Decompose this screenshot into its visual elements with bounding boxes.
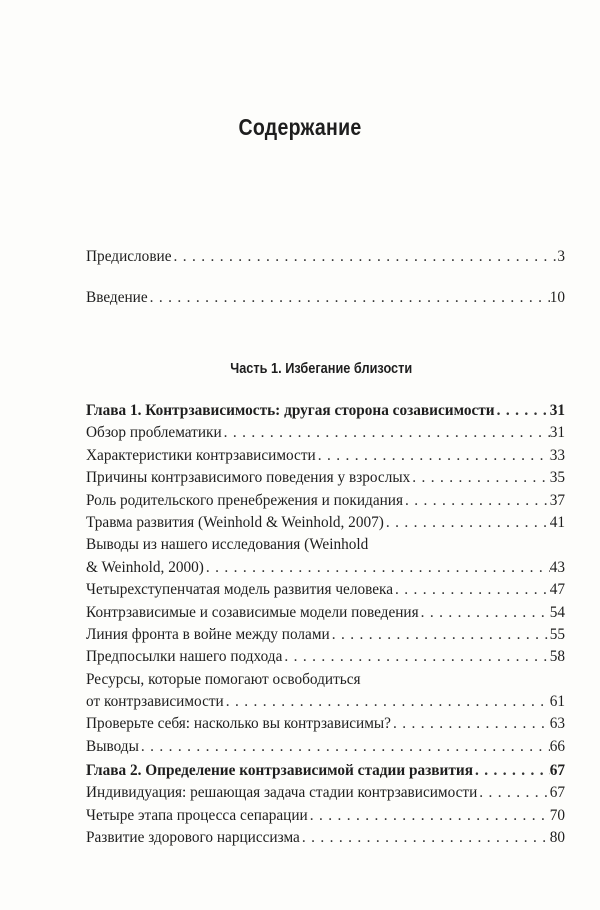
dot-leader (403, 490, 550, 512)
toc-entry[interactable] (86, 467, 565, 489)
dot-leader (300, 827, 550, 849)
chapter-1-section (86, 400, 565, 758)
entry-page: 80 (549, 829, 565, 847)
entry-page: 67 (549, 784, 565, 802)
entry-title: Травма развития (Weinhold & Weinhold, 2007) (86, 513, 384, 531)
entry-page: 61 (549, 693, 565, 711)
entry-title: Введение (86, 289, 148, 307)
entry-title: Причины контрзависимого поведения у взрослых (86, 469, 411, 487)
entry-title-line1[interactable]: Выводы из нашего исследования (Weinhold (86, 536, 369, 554)
entry-page: 70 (549, 806, 565, 824)
entry-title: Четыре этапа процесса сепарации (86, 806, 308, 824)
dot-leader (410, 467, 549, 489)
entry-page: 37 (549, 491, 565, 509)
chapter-heading[interactable] (86, 400, 565, 422)
entry-page: 41 (549, 513, 565, 531)
dot-leader (148, 287, 550, 309)
entry-page: 66 (549, 737, 565, 755)
dot-leader (282, 646, 549, 668)
entry-page: 47 (549, 581, 565, 599)
toc-entry[interactable] (86, 422, 565, 444)
entry-title: Индивидуация: решающая задача стадии контрзависимости (86, 784, 478, 802)
entry-page: 54 (549, 603, 565, 621)
entry-title: Глава 2. Определение контрзависимой стадии развития (86, 762, 473, 779)
entry-title: Предисловие (86, 248, 172, 265)
toc-entry[interactable] (86, 579, 565, 601)
toc-entry[interactable] (86, 490, 565, 512)
page-title: Содержание (238, 114, 362, 140)
toc-entry[interactable] (86, 602, 565, 624)
entry-page: 3 (557, 248, 565, 265)
dot-leader (224, 691, 550, 713)
toc-entry[interactable] (86, 246, 565, 268)
entry-page: 31 (549, 424, 565, 442)
entry-title: Контрзависимые и созависимые модели поведения (86, 603, 419, 621)
dot-leader (139, 736, 550, 758)
entry-page: 67 (549, 762, 565, 779)
toc-entry[interactable] (86, 646, 565, 668)
entry-title: Линия фронта в войне между полами (86, 625, 330, 643)
dot-leader (172, 246, 558, 268)
toc-entry[interactable] (86, 512, 565, 534)
dot-leader (393, 579, 550, 601)
dot-leader (222, 422, 550, 444)
entry-title: от контрзависимости (86, 693, 224, 711)
entry-title: Проверьте себя: насколько вы контрзависимы? (86, 715, 391, 733)
dot-leader (384, 512, 550, 534)
toc-entry[interactable] (86, 445, 565, 467)
entry-page: 55 (549, 625, 565, 643)
entry-title: Четырехступенчатая модель развития человека (86, 581, 394, 599)
toc-entry[interactable] (86, 827, 565, 849)
toc-entry[interactable] (86, 782, 565, 804)
toc-entry[interactable] (86, 557, 565, 579)
dot-leader (308, 805, 550, 827)
toc-entry[interactable] (86, 713, 565, 735)
entry-title: Роль родительского пренебрежения и покидания (86, 491, 404, 509)
dot-leader (495, 400, 550, 422)
dot-leader (473, 760, 550, 782)
dot-leader (316, 445, 550, 467)
toc-entry[interactable] (86, 287, 565, 309)
toc-entry[interactable] (86, 736, 565, 758)
entry-page: 33 (549, 446, 565, 464)
toc-entry[interactable] (86, 624, 565, 646)
entry-page: 43 (549, 558, 565, 576)
entry-title: Выводы (86, 737, 139, 755)
dot-leader (477, 782, 549, 804)
dot-leader (391, 713, 550, 735)
entry-title: Предпосылки нашего подхода (86, 648, 283, 666)
entry-page: 63 (549, 715, 565, 733)
entry-title: Обзор проблематики (86, 424, 222, 442)
entry-page: 58 (549, 648, 565, 666)
dot-leader (204, 557, 550, 579)
entry-page: 35 (549, 469, 565, 487)
entry-title: Глава 1. Контрзависимость: другая сторона созависимости (86, 402, 495, 419)
entry-page: 10 (549, 289, 565, 307)
entry-title-line1[interactable]: Ресурсы, которые помогают освободиться (86, 670, 361, 688)
part-heading: Часть 1. Избегание близости (230, 360, 413, 377)
chapter-heading[interactable] (86, 760, 565, 782)
toc-entry[interactable] (86, 805, 565, 827)
entry-title: & Weinhold, 2000) (86, 558, 204, 576)
entry-title: Развитие здорового нарциссизма (86, 829, 300, 847)
entry-title: Характеристики контрзависимости (86, 446, 316, 464)
entry-page: 31 (549, 402, 565, 419)
toc-front (86, 246, 565, 310)
dot-leader (419, 602, 550, 624)
toc-entry[interactable] (86, 691, 565, 713)
dot-leader (330, 624, 550, 646)
chapter-2-section (86, 760, 565, 850)
